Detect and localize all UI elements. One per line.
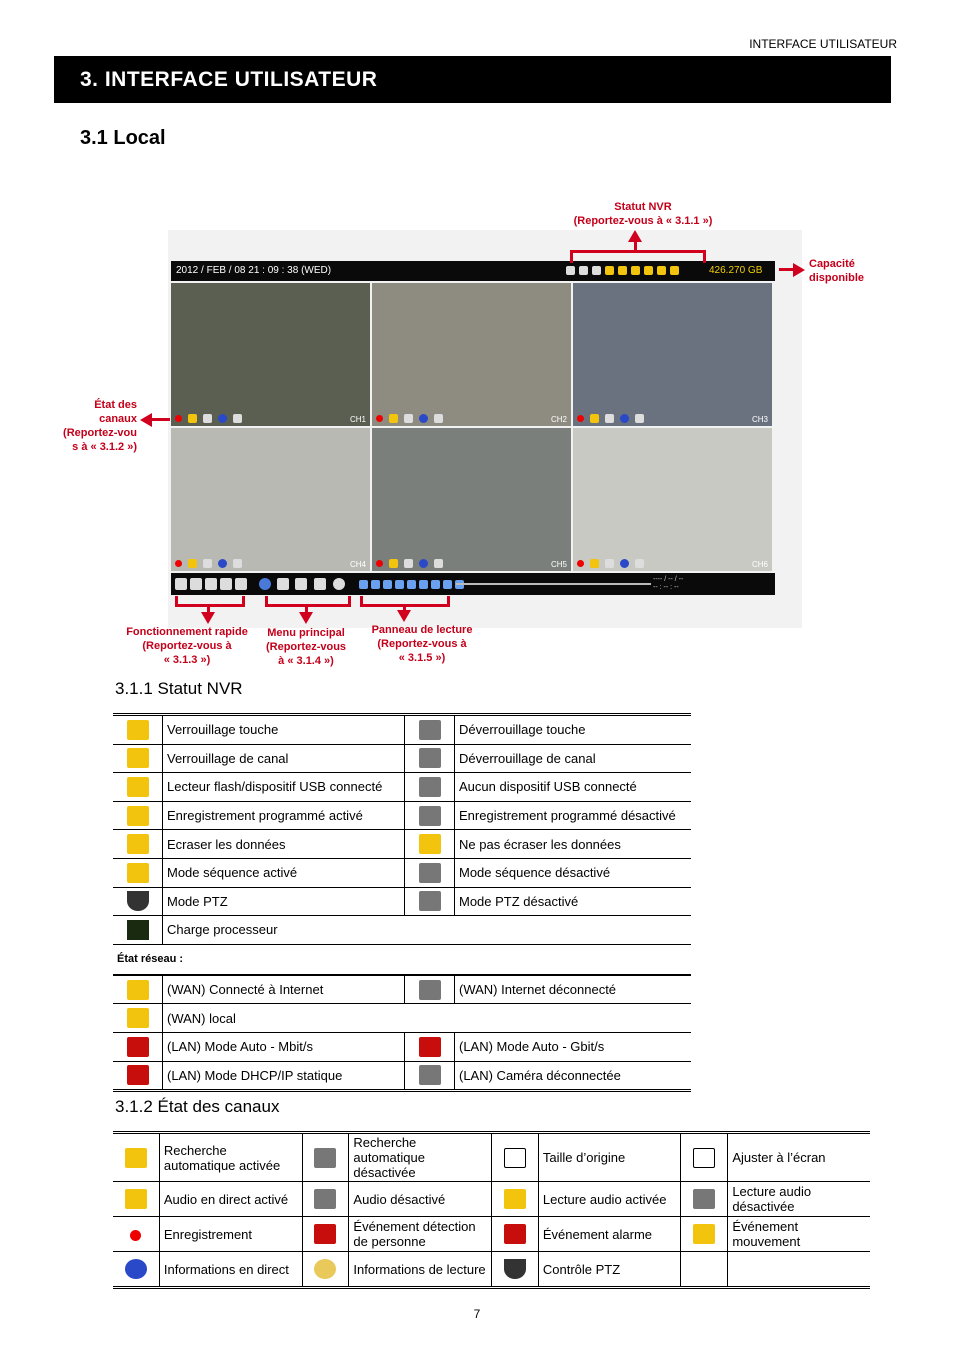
cell-text: Mode PTZ désactivé [455,887,692,916]
original-size-icon [233,414,242,423]
chapter-title: 3. INTERFACE UTILISATEUR [54,56,891,103]
auto-search-icon [389,414,398,423]
sequence-icon [127,863,149,883]
camera-grid [171,283,775,571]
cell-text: Lecture audio activée [538,1182,681,1217]
lan-gbit-icon [419,1037,441,1057]
cell-text: Charge processeur [163,916,692,945]
cell-text: Audio en direct activé [159,1182,302,1217]
capacity-annotation [809,257,864,285]
cell-text: (LAN) Mode Auto - Mbit/s [163,1032,405,1061]
main-menu-arrowhead [299,612,313,624]
table-row [113,801,691,830]
info-icon [620,559,629,568]
cell-text: Informations de lecture [349,1252,492,1288]
playback-time [653,576,683,592]
running-head: INTERFACE UTILISATEUR [749,37,897,51]
original-size-icon [635,414,644,423]
capacity-arrow [779,268,793,271]
annotation-line: canaux [99,413,137,425]
motion-icon [693,1224,715,1244]
audio-icon [605,559,614,568]
status-bar [171,261,775,281]
cell-text [728,1252,870,1288]
cpu-load-icon [127,920,149,940]
zoom-icon[interactable] [205,578,217,590]
cell-text: (LAN) Mode Auto - Gbit/s [455,1032,692,1061]
channel-state-annotation [50,398,137,454]
cell-text: Lecteur flash/dispositif USB connecté [163,773,405,802]
subsection-title: 3.1.2 État des canaux [115,1097,280,1116]
table-row [113,715,691,745]
settings-icon[interactable] [259,578,271,590]
original-size-icon [504,1148,526,1168]
cell-text: Enregistrement programmé désactivé [455,801,692,830]
channel-icon [579,266,588,275]
clock-off-icon [419,806,441,826]
ptz-icon [127,891,149,911]
channel-label: CH4 [349,560,366,569]
cell-text: Verrouillage de canal [163,744,405,773]
audio-off-icon [314,1189,336,1209]
annotation-line: Panneau de lecture [371,624,473,636]
table-row [113,1133,870,1182]
cell-text: Informations en direct [159,1252,302,1288]
annotation-line: (Reportez-vous à « 3.1.1 ») [573,215,713,227]
audio-icon [203,414,212,423]
annotation-line: (Reportez-vou [63,427,137,439]
info-icon [218,414,227,423]
cell-text: Ne pas écraser les données [455,830,692,859]
network-icon [644,266,653,275]
channel-state-arrowhead [140,413,152,427]
cell-text: Mode séquence activé [163,858,405,887]
channel-status-table [113,1131,870,1289]
lan-mbit-icon [127,1037,149,1057]
clock-icon [605,266,614,275]
cell-text: Ecraser les données [163,830,405,859]
status-icons [566,266,679,275]
channel-label: CH1 [349,415,366,424]
nvr-status-bracket [570,250,706,263]
lan-dhcp-icon [127,1065,149,1085]
cell-text: Audio désactivé [349,1182,492,1217]
live-info-icon [125,1259,147,1279]
search-icon[interactable] [220,578,232,590]
display-icon[interactable] [277,578,289,590]
info-icon [620,414,629,423]
table-row [113,1061,691,1091]
subsection-title: 3.1.1 Statut NVR [115,679,243,698]
playback-clock: -- : -- : -- [653,584,679,591]
channel-cell[interactable] [573,283,772,426]
network-label: État réseau : [113,944,691,975]
camera-icon[interactable] [314,578,326,590]
system-icon[interactable] [333,578,345,590]
main-menu-annotation [252,626,360,668]
fit-screen-icon [693,1148,715,1168]
audio-icon [404,414,413,423]
playback-annotation [357,623,487,665]
annotation-line: Menu principal [267,627,345,639]
hdd-icon [657,266,666,275]
annotation-line: Capacité [809,258,855,270]
wan-disconnected-icon [419,980,441,1000]
table-row [113,1252,870,1288]
cell-text: Contrôle PTZ [538,1252,681,1288]
annotation-line: (Reportez-vous à [142,640,232,652]
cell-text: Taille d’origine [538,1133,681,1182]
original-size-icon [434,559,443,568]
cell-text: Déverrouillage touche [455,715,692,745]
auto-search-icon [389,559,398,568]
channel-label: CH5 [550,560,567,569]
annotation-line: (Reportez-vous [265,641,347,653]
pause-icon[interactable] [395,580,404,589]
annotation-line: disponible [809,272,864,284]
table-row [113,887,691,916]
channel-cell[interactable] [171,283,370,426]
cell-text: Enregistrement programmé activé [163,801,405,830]
page-number: 7 [473,1307,481,1321]
auto-search-icon [125,1148,147,1168]
table-row [113,858,691,887]
play-icon[interactable] [383,580,392,589]
annotation-line: État des [94,399,137,411]
nvr-status-arrowhead [628,230,642,242]
main-menu-bracket [265,596,351,607]
cell-text: Recherche automatique activée [159,1133,302,1182]
section-title: 3.1 Local [80,127,166,149]
usb-icon [618,266,627,275]
cpu-icon [566,266,575,275]
table-row [113,1217,870,1252]
channel-cell[interactable] [573,428,772,571]
fast-forward-icon[interactable] [419,580,428,589]
cell-text: Mode séquence désactivé [455,858,692,887]
cell-text: Verrouillage touche [163,715,405,745]
overwrite-icon [127,834,149,854]
annotation-line: Statut NVR [614,201,672,213]
channel-label: CH3 [751,415,768,424]
usb-off-icon [419,777,441,797]
capacity-value: 426.270 GB [709,265,763,276]
cell-text: Enregistrement [159,1217,302,1252]
overwrite-icon [631,266,640,275]
quick-op-bracket [175,596,245,607]
cell-text: Mode PTZ [163,887,405,916]
record-icon [376,560,383,567]
annotation-line: à « 3.1.4 ») [278,655,334,667]
playback-slider[interactable] [456,583,651,585]
channel-label: CH6 [751,560,768,569]
cell-text: Déverrouillage de canal [455,744,692,773]
quick-op-arrowhead [201,612,215,624]
datetime: 2012 / FEB / 08 21 : 09 : 38 (WED) [176,265,332,276]
original-size-icon [434,414,443,423]
channel-lock-icon [127,748,149,768]
table-row [113,1032,691,1061]
channel-unlock-icon [419,748,441,768]
table-row [113,773,691,802]
record-icon [175,560,182,567]
power-icon[interactable] [175,578,187,590]
original-size-icon [233,559,242,568]
auto-search-off-icon [314,1148,336,1168]
step-back-icon[interactable] [371,580,380,589]
cell-text: Événement alarme [538,1217,681,1252]
cell-text: (LAN) Caméra déconnectée [455,1061,692,1091]
annotation-line: « 3.1.5 ») [398,652,446,664]
slow-icon[interactable] [431,580,440,589]
record-icon [175,415,182,422]
annotation-line: s à « 3.1.2 ») [72,441,137,453]
info-icon [218,559,227,568]
channel-cell[interactable] [171,428,370,571]
cell-text: Aucun dispositif USB connecté [455,773,692,802]
channel-select-icon[interactable] [190,578,202,590]
playback-info-icon [314,1259,336,1279]
cell-text: Lecture audio désactivée [728,1182,870,1217]
sequence-icon [592,266,601,275]
table-row [113,1004,691,1033]
info-icon [419,414,428,423]
nvr-status-table [113,713,691,1092]
sequence-icon[interactable] [235,578,247,590]
wan-local-icon [127,1008,149,1028]
motion-icon [188,414,197,423]
motion-icon [590,414,599,423]
annotation-line: « 3.1.3 ») [163,654,211,666]
cell-text: (WAN) local [163,1004,692,1033]
alarm-icon [504,1224,526,1244]
ptz-control-icon [504,1259,526,1279]
table-row [113,944,691,975]
playback-arrowhead [397,610,411,622]
channel-cell[interactable] [372,428,571,571]
audio-icon [203,559,212,568]
wan-connected-icon [127,980,149,1000]
info-icon [419,559,428,568]
cell-text: (WAN) Connecté à Internet [163,975,405,1004]
playback-audio-icon [504,1189,526,1209]
rewind-icon[interactable] [359,580,368,589]
original-size-icon [635,559,644,568]
record-icon [130,1230,141,1241]
lock-icon [127,720,149,740]
table-row [113,744,691,773]
step-forward-icon[interactable] [407,580,416,589]
quick-op-annotation [112,625,262,667]
table-row [113,975,691,1004]
audio-icon [605,414,614,423]
record-icon [577,415,584,422]
capacity-arrowhead [793,263,805,277]
nvr-status-annotation [560,200,726,228]
unlock-icon [419,720,441,740]
lan-camera-off-icon [419,1065,441,1085]
control-bar [171,573,775,595]
annotation-line: (Reportez-vous à [377,638,467,650]
record-config-icon[interactable] [295,578,307,590]
table-row [113,916,691,945]
auto-search-icon [188,559,197,568]
lock-icon [670,266,679,275]
sequence-off-icon [419,863,441,883]
table-row [113,1182,870,1217]
channel-cell[interactable] [372,283,571,426]
cell-text: (LAN) Mode DHCP/IP statique [163,1061,405,1091]
cell-text: (WAN) Internet déconnecté [455,975,692,1004]
record-icon [577,560,584,567]
cell-text: Ajuster à l’écran [728,1133,870,1182]
clock-icon [127,806,149,826]
cell-text: Événement mouvement [728,1217,870,1252]
stop-icon[interactable] [443,580,452,589]
table-row [113,830,691,859]
record-icon [376,415,383,422]
person-detection-icon [314,1224,336,1244]
auto-search-icon [590,559,599,568]
channel-state-arrow [150,418,170,421]
no-overwrite-icon [419,834,441,854]
channel-label: CH2 [550,415,567,424]
cell-text: Recherche automatique désactivée [349,1133,492,1182]
live-audio-icon [125,1189,147,1209]
playback-buttons [359,580,464,589]
ptz-off-icon [419,891,441,911]
cell-text: Événement détection de personne [349,1217,492,1252]
audio-icon [404,559,413,568]
usb-icon [127,777,149,797]
playback-audio-off-icon [693,1189,715,1209]
playback-date: ---- / -- / -- [653,576,684,583]
annotation-line: Fonctionnement rapide [126,626,248,638]
